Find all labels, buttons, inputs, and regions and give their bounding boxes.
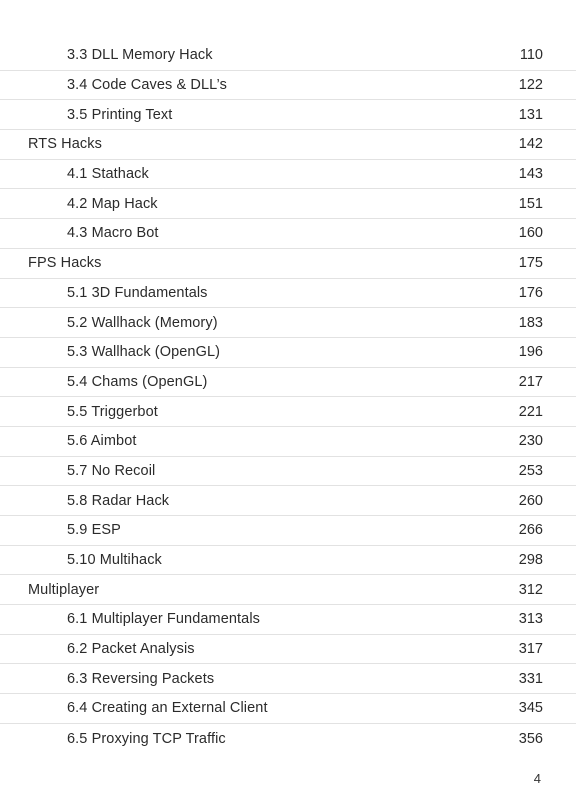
toc-entry-page: 175 (518, 255, 543, 272)
toc-section-row[interactable] (0, 189, 576, 219)
toc-entry-page: 142 (518, 136, 543, 153)
toc-entry-title: 4.1 Stathack (67, 166, 149, 183)
toc-section-row[interactable] (0, 486, 576, 516)
toc-entry-title: 5.10 Multihack (67, 552, 162, 569)
toc-section-row[interactable] (0, 457, 576, 487)
toc-section-row[interactable] (0, 308, 576, 338)
toc-entry-title: 3.5 Printing Text (67, 106, 173, 123)
toc-entry-title: 5.5 Triggerbot (67, 403, 158, 420)
toc-section-row[interactable] (0, 41, 576, 71)
toc-chapter-row[interactable] (0, 130, 576, 160)
toc-section-row[interactable] (0, 664, 576, 694)
toc-entry-title: 5.1 3D Fundamentals (67, 284, 208, 301)
toc-section-row[interactable] (0, 427, 576, 457)
toc-entry-title: 5.6 Aimbot (67, 433, 137, 450)
toc-entry-page: 151 (518, 195, 543, 212)
toc-entry-title: 5.7 No Recoil (67, 462, 156, 479)
toc-entry-page: 217 (518, 373, 543, 390)
toc-entry-page: 122 (518, 77, 543, 94)
toc-section-row[interactable] (0, 635, 576, 665)
toc-entry-page: 266 (518, 522, 543, 539)
toc-entry-page: 221 (518, 403, 543, 420)
toc-entry-page: 230 (518, 433, 543, 450)
toc-section-row[interactable] (0, 279, 576, 309)
toc-entry-title: Multiplayer (28, 581, 100, 598)
toc-entry-title: 5.8 Radar Hack (67, 492, 170, 509)
toc-entry-page: 356 (518, 730, 543, 747)
toc-entry-page: 317 (518, 641, 543, 658)
page-number: 4 (533, 771, 541, 786)
toc-entry-title: RTS Hacks (28, 136, 102, 153)
toc-entry-title: 6.1 Multiplayer Fundamentals (67, 611, 261, 628)
toc-chapter-row[interactable] (0, 575, 576, 605)
table-of-contents (0, 41, 576, 754)
toc-entry-title: 6.5 Proxying TCP Traffic (67, 730, 226, 747)
toc-entry-page: 313 (518, 611, 543, 628)
toc-section-row[interactable] (0, 338, 576, 368)
toc-section-row[interactable] (0, 546, 576, 576)
toc-entry-page: 331 (518, 670, 543, 687)
toc-entry-page: 298 (518, 552, 543, 569)
toc-section-row[interactable] (0, 724, 576, 754)
toc-entry-title: 5.3 Wallhack (OpenGL) (67, 344, 221, 361)
toc-entry-title: 6.2 Packet Analysis (67, 641, 195, 658)
toc-entry-page: 143 (518, 166, 543, 183)
toc-entry-page: 176 (518, 284, 543, 301)
toc-section-row[interactable] (0, 71, 576, 101)
toc-entry-page: 110 (519, 47, 543, 64)
toc-entry-page: 253 (518, 462, 543, 479)
toc-entry-title: 6.3 Reversing Packets (67, 670, 215, 687)
toc-entry-title: 6.4 Creating an External Client (67, 700, 268, 717)
toc-section-row[interactable] (0, 100, 576, 130)
toc-entry-page: 183 (518, 314, 543, 331)
toc-entry-title: 4.3 Macro Bot (67, 225, 159, 242)
toc-entry-title: 4.2 Map Hack (67, 195, 158, 212)
toc-section-row[interactable] (0, 516, 576, 546)
toc-entry-title: 3.3 DLL Memory Hack (67, 47, 213, 64)
toc-entry-page: 196 (518, 344, 543, 361)
toc-entry-title: 5.9 ESP (67, 522, 121, 539)
toc-section-row[interactable] (0, 397, 576, 427)
toc-entry-page: 131 (518, 106, 543, 123)
toc-entry-title: 3.4 Code Caves & DLL’s (67, 77, 227, 94)
toc-entry-page: 160 (518, 225, 543, 242)
toc-entry-page: 345 (518, 700, 543, 717)
toc-entry-page: 312 (518, 581, 543, 598)
toc-section-row[interactable] (0, 694, 576, 724)
toc-entry-title: 5.2 Wallhack (Memory) (67, 314, 218, 331)
toc-entry-title: 5.4 Chams (OpenGL) (67, 373, 208, 390)
toc-entry-title: FPS Hacks (28, 255, 102, 272)
toc-section-row[interactable] (0, 219, 576, 249)
toc-section-row[interactable] (0, 368, 576, 398)
toc-entry-page: 260 (518, 492, 543, 509)
toc-chapter-row[interactable] (0, 249, 576, 279)
toc-section-row[interactable] (0, 160, 576, 190)
toc-section-row[interactable] (0, 605, 576, 635)
